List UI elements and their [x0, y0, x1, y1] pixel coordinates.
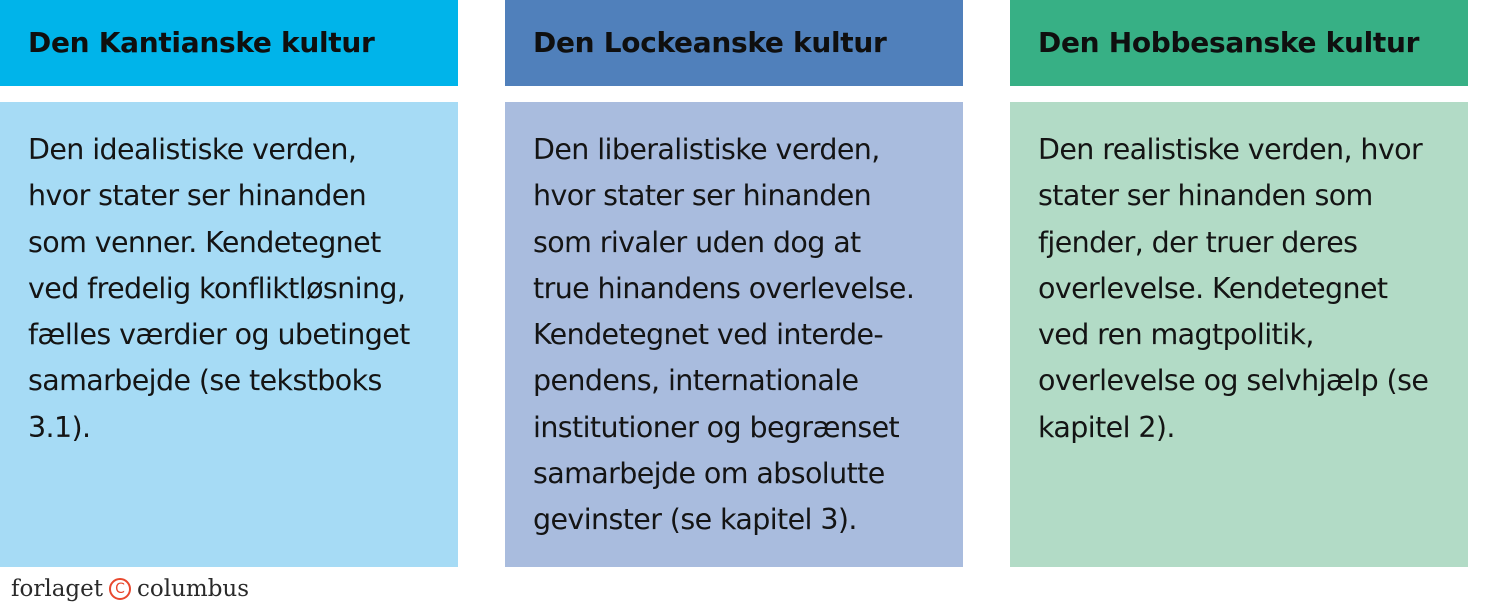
hobbesian-line: kapitel 2).	[1038, 410, 1175, 444]
publisher-name-right: columbus	[137, 576, 250, 602]
hobbesian-header	[1010, 0, 1468, 86]
lockean-line: true hinandens overlevelse.	[533, 271, 915, 305]
publisher-name-left: forlaget	[11, 576, 103, 602]
lockean-line: institutioner og begrænset	[533, 410, 900, 444]
hobbesian-body	[1010, 102, 1468, 567]
publisher-mark-icon: C	[109, 578, 131, 600]
lockean-line: Den liberalistiske verden,	[533, 133, 880, 166]
kantian-line: samarbejde (se tekstboks	[28, 364, 382, 398]
lockean-line: hvor stater ser hinanden	[533, 179, 872, 213]
lockean-line: pendens, internationale	[533, 364, 859, 398]
lockean-header	[505, 0, 963, 86]
kantian-line: hvor stater ser hinanden	[28, 179, 367, 213]
hobbesian-line: Den realistiske verden, hvor	[1038, 133, 1423, 166]
kantian-column	[0, 0, 458, 444]
lockean-body	[505, 102, 963, 567]
kantian-header	[0, 0, 458, 86]
hobbesian-line: overlevelse. Kendetegnet	[1038, 271, 1388, 305]
kantian-title: Den Kantianske kultur	[28, 26, 375, 59]
kantian-line: Den idealistiske verden,	[28, 133, 357, 166]
publisher-logo	[11, 572, 249, 606]
hobbesian-line: ved ren magtpolitik,	[1038, 318, 1314, 352]
lockean-line: som rivaler uden dog at	[533, 225, 861, 259]
lockean-column	[505, 0, 963, 537]
hobbesian-line: fjender, der truer deres	[1038, 225, 1358, 259]
kantian-line: ved fredelig konfliktløsning,	[28, 271, 406, 305]
kantian-line: som venner. Kendetegnet	[28, 225, 381, 259]
lockean-line: Kendetegnet ved interde-	[533, 318, 884, 352]
lockean-line: samarbejde om absolutte	[533, 457, 885, 491]
hobbesian-title: Den Hobbesanske kultur	[1038, 26, 1420, 59]
kantian-line: fælles værdier og ubetinget	[28, 318, 410, 352]
lockean-line: gevinster (se kapitel 3).	[533, 503, 857, 537]
kantian-body	[0, 102, 458, 567]
kantian-line: 3.1).	[28, 410, 91, 444]
hobbesian-line: overlevelse og selvhjælp (se	[1038, 364, 1429, 398]
lockean-title: Den Lockeanske kultur	[533, 26, 887, 59]
hobbesian-column	[1010, 0, 1468, 444]
hobbesian-line: stater ser hinanden som	[1038, 179, 1373, 213]
